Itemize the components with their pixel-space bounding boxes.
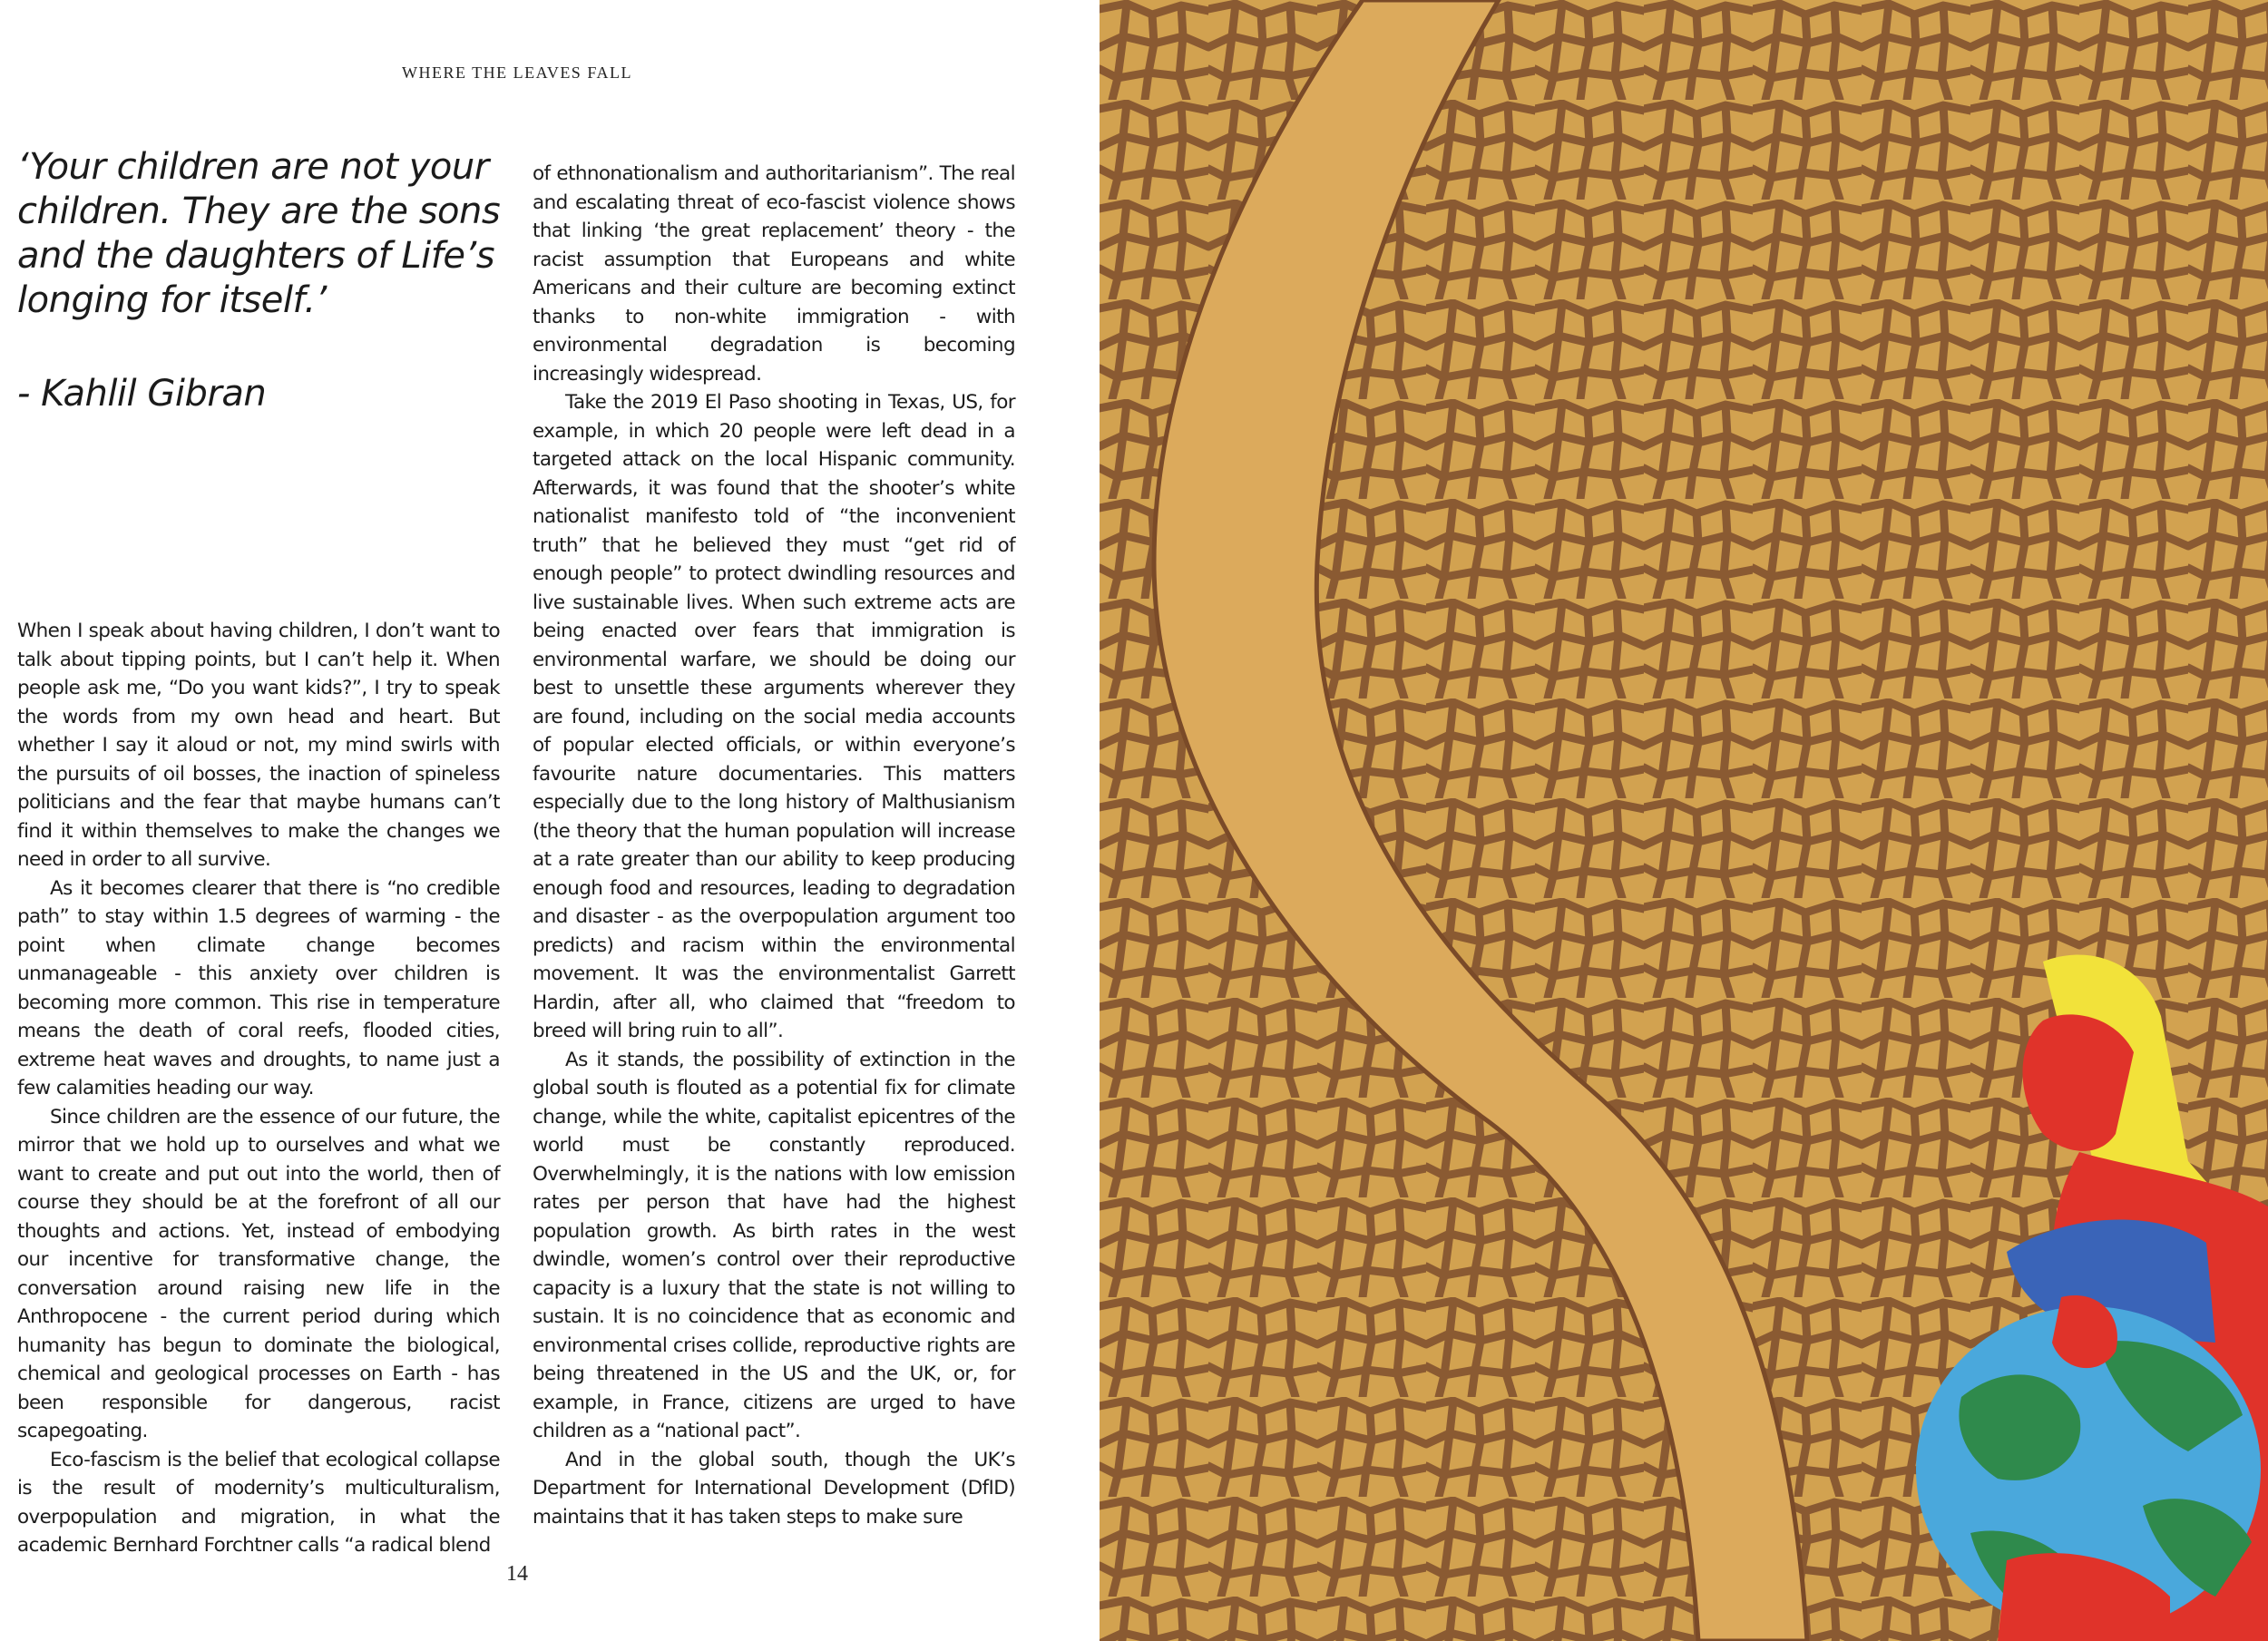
page-number: 14 xyxy=(506,1562,528,1586)
article-column-1 xyxy=(17,617,500,1560)
paragraph: Eco-fascism is the belief that ecological collapse is the result of modernity’s multiculturalism, overpopulation and migration, in what the academic Bernhard Forchtner calls “a radical blend xyxy=(17,1448,500,1557)
paragraph: of ethnonationalism and authoritarianism”. The real and escalating threat of eco-fascist violence shows that linking ‘the great replacement’ theory - the racist assumption that Europeans and white Americans and their culture are becoming extinct thanks to non-white immigration - with environmental degradation is becoming increasingly widespread. xyxy=(533,162,1015,386)
epigraph-author: - Kahlil Gibran xyxy=(17,373,267,415)
paragraph: When I speak about having children, I don’t want to talk about tipping points, but I can’t help it. When people ask me, “Do you want kids?”, I try to speak the words from my own head and heart. But whether I say it aloud or not, my mind swirls with the pursuits of oil bosses, the inaction of spineless politicians and the fear that maybe humans can’t find it within themselves to make the changes we need in order to all survive. xyxy=(17,620,500,871)
illustration xyxy=(1100,0,2268,1641)
paragraph: Take the 2019 El Paso shooting in Texas, US, for example, in which 20 people were left dead in a targeted attack on the local Hispanic community. Afterwards, it was found that the shooter’s white nationalist manifesto told of “the inconvenient truth” that he believed they must “get rid of enough people” to protect dwindling resources and live sustainable lives. When such extreme acts are being enacted over fears that immigration is environmental warfare, we should be doing our best to unsettle these arguments wherever they are found, including on the social media accounts of popular elected officials, or within everyone’s favourite nature documentaries. This matters especially due to the long history of Malthusianism (the theory that the human population will increase at a rate greater than our ability to keep producing enough food and resources, leading to degradation and disaster - as the overpopulation argument too predicts) and racism within the environmental movement. It was the environmentalist Garrett Hardin, after all, who claimed that “freedom to breed will bring ruin to all”. xyxy=(533,391,1015,1042)
paragraph: As it stands, the possibility of extinction in the global south is flouted as a potential fix for climate change, while the white, capitalist epicentres of the world must be constantly reproduced. Overwhelmingly, it is the nations with low emission rates per person that have had the highest population growth. As birth rates in the west dwindle, women’s control over their reproductive capacity is a luxury that the state is not willing to sustain. It is no coincidence that as economic and environmental crises collide, reproductive rights are being threatened in the US and the UK, or, for example, in France, citizens are urged to have children as a “national pact”. xyxy=(533,1048,1015,1442)
epigraph-quote: ‘Your children are not your children. They are the sons and the daughters of Life’s longing for itself.’ xyxy=(17,146,501,321)
left-page xyxy=(0,0,1100,1641)
article-column-2 xyxy=(533,160,1015,1531)
paragraph: Since children are the essence of our future, the mirror that we hold up to ourselves and what we want to create and put out into the world, then of course they should be at the forefront of all our thoughts and actions. Yet, instead of embodying our incentive for transformative change, the conversation around raising new life in the Anthropocene - the current period during which humanity has begun to dominate the biological, chemical and geological processes on Earth - has been responsible for dangerous, racist scapegoating. xyxy=(17,1105,500,1442)
running-header: WHERE THE LEAVES FALL xyxy=(402,63,632,82)
paragraph: As it becomes clearer that there is “no credible path” to stay within 1.5 degrees of warming - the point when climate change becomes unmanageable - this anxiety over children is becoming more common. This rise in temperature means the death of coral reefs, flooded cities, extreme heat waves and droughts, to name just a few calamities heading our way. xyxy=(17,876,500,1099)
illustration-svg xyxy=(1100,0,2268,1641)
paragraph: And in the global south, though the UK’s Department for International Development (DfID) maintains that it has taken steps to make sure xyxy=(533,1448,1015,1529)
